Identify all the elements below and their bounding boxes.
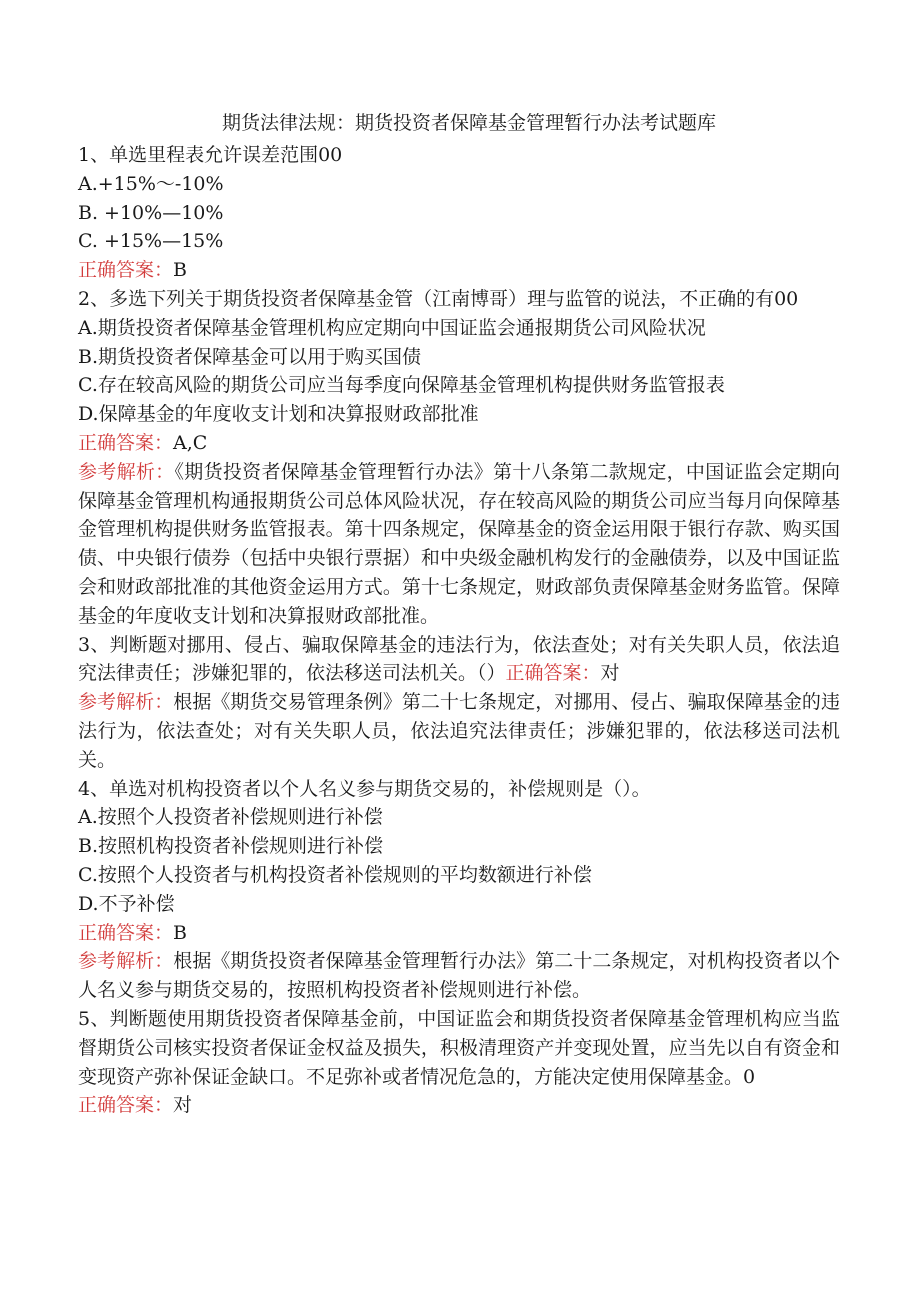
- question-2-stem: 2、多选下列关于期货投资者保障基金管（江南博哥）理与监管的说法，不正确的有00: [78, 287, 799, 310]
- explanation-text: 根据《期货交易管理条例》第二十七条规定，对挪用、侵占、骗取保障基金的违法行为，依法查处；对有关失职人员，依法追究法律责任；涉嫌犯罪的，依法移送司法机关。: [78, 691, 840, 771]
- question-2-answer: [78, 429, 840, 458]
- answer-label: 正确答案：: [78, 431, 174, 454]
- document-title: 期货法律法规：期货投资者保障基金管理暂行办法考试题库: [221, 112, 716, 134]
- answer-label: 正确答案：: [505, 662, 601, 685]
- question-1-answer: [78, 256, 840, 285]
- answer-label: 正确答案：: [78, 921, 174, 944]
- document-page: [78, 105, 840, 1120]
- question-4-answer: [78, 919, 840, 948]
- explain-label: 参考解析：: [78, 691, 174, 714]
- answer-label: 正确答案：: [78, 259, 174, 282]
- question-4-option-d: D.不予补偿: [78, 892, 175, 915]
- answer-value: 对: [600, 662, 620, 685]
- question-2-option-b: B.期货投资者保障基金可以用于购买国债: [78, 345, 422, 368]
- question-2-option-d: D.保障基金的年度收支计划和决算报财政部批准: [78, 403, 479, 426]
- question-1-option-c: C. +15%—15%: [78, 230, 224, 253]
- explanation-text: 《期货投资者保障基金管理暂行办法》第十八条第二款规定，中国证监会定期向保障基金管理机构通报期货公司总体风险状况，存在较高风险的期货公司应当每月向保障基金管理机构提供财务监管报表。第十四条规定，保障基金的资金运用限于银行存款、购买国债、中央银行债券（包括中央银行票据）和中央级金融机构发行的金融债券，以及中国证监会和财政部批准的其他资金运用方式。第十七条规定，财政部负责保障基金财务监管。保障基金的年度收支计划和决算报财政部批准。: [78, 460, 840, 627]
- answer-label: 正确答案：: [78, 1094, 174, 1117]
- question-1-stem: 1、单选里程表允许误差范围00: [78, 144, 343, 166]
- answer-value: 对: [173, 1094, 193, 1117]
- explanation-text: 根据《期货投资者保障基金管理暂行办法》第二十二条规定，对机构投资者以个人名义参与期货交易的，按照机构投资者补偿规则进行补偿。: [78, 950, 840, 1002]
- question-2-option-a: A.期货投资者保障基金管理机构应定期向中国证监会通报期货公司风险状况: [78, 316, 706, 339]
- explain-label: 参考解析：: [78, 460, 175, 483]
- question-3-explanation: [78, 688, 840, 774]
- question-5-stem: 5、判断题使用期货投资者保障基金前，中国证监会和期货投资者保障基金管理机构应当监督期货公司核实投资者保证金权益及损失，积极清理资产并变现处置，应当先以自有资金和变现资产弥补保证金缺口。不足弥补或者情况危急的，方能决定使用保障基金。0: [78, 1007, 840, 1088]
- question-3-stem-text: 3、判断题对挪用、侵占、骗取保障基金的违法行为，依法查处；对有关失职人员，依法追究法律责任；涉嫌犯罪的，依法移送司法机关。（）: [78, 633, 840, 685]
- question-5-answer: [78, 1091, 840, 1120]
- question-2-option-c: C.存在较高风险的期货公司应当每季度向保障基金管理机构提供财务监管报表: [78, 374, 725, 397]
- explain-label: 参考解析：: [78, 950, 174, 973]
- answer-value: A,C: [173, 431, 208, 454]
- question-1-option-b: B. +10%—10%: [78, 201, 224, 224]
- question-1-option-a: A.+15%～-10%: [78, 172, 224, 195]
- question-4-option-a: A.按照个人投资者补偿规则进行补偿: [78, 806, 383, 829]
- answer-value: B: [173, 259, 187, 282]
- question-3-stem: [78, 631, 840, 689]
- question-4-stem: 4、单选对机构投资者以个人名义参与期货交易的，补偿规则是（）。: [78, 777, 651, 800]
- answer-value: B: [173, 921, 187, 944]
- question-4-option-c: C.按照个人投资者与机构投资者补偿规则的平均数额进行补偿: [78, 863, 592, 886]
- question-4-explanation: [78, 947, 840, 1005]
- question-4-option-b: B.按照机构投资者补偿规则进行补偿: [78, 835, 384, 858]
- question-2-explanation: [78, 458, 840, 631]
